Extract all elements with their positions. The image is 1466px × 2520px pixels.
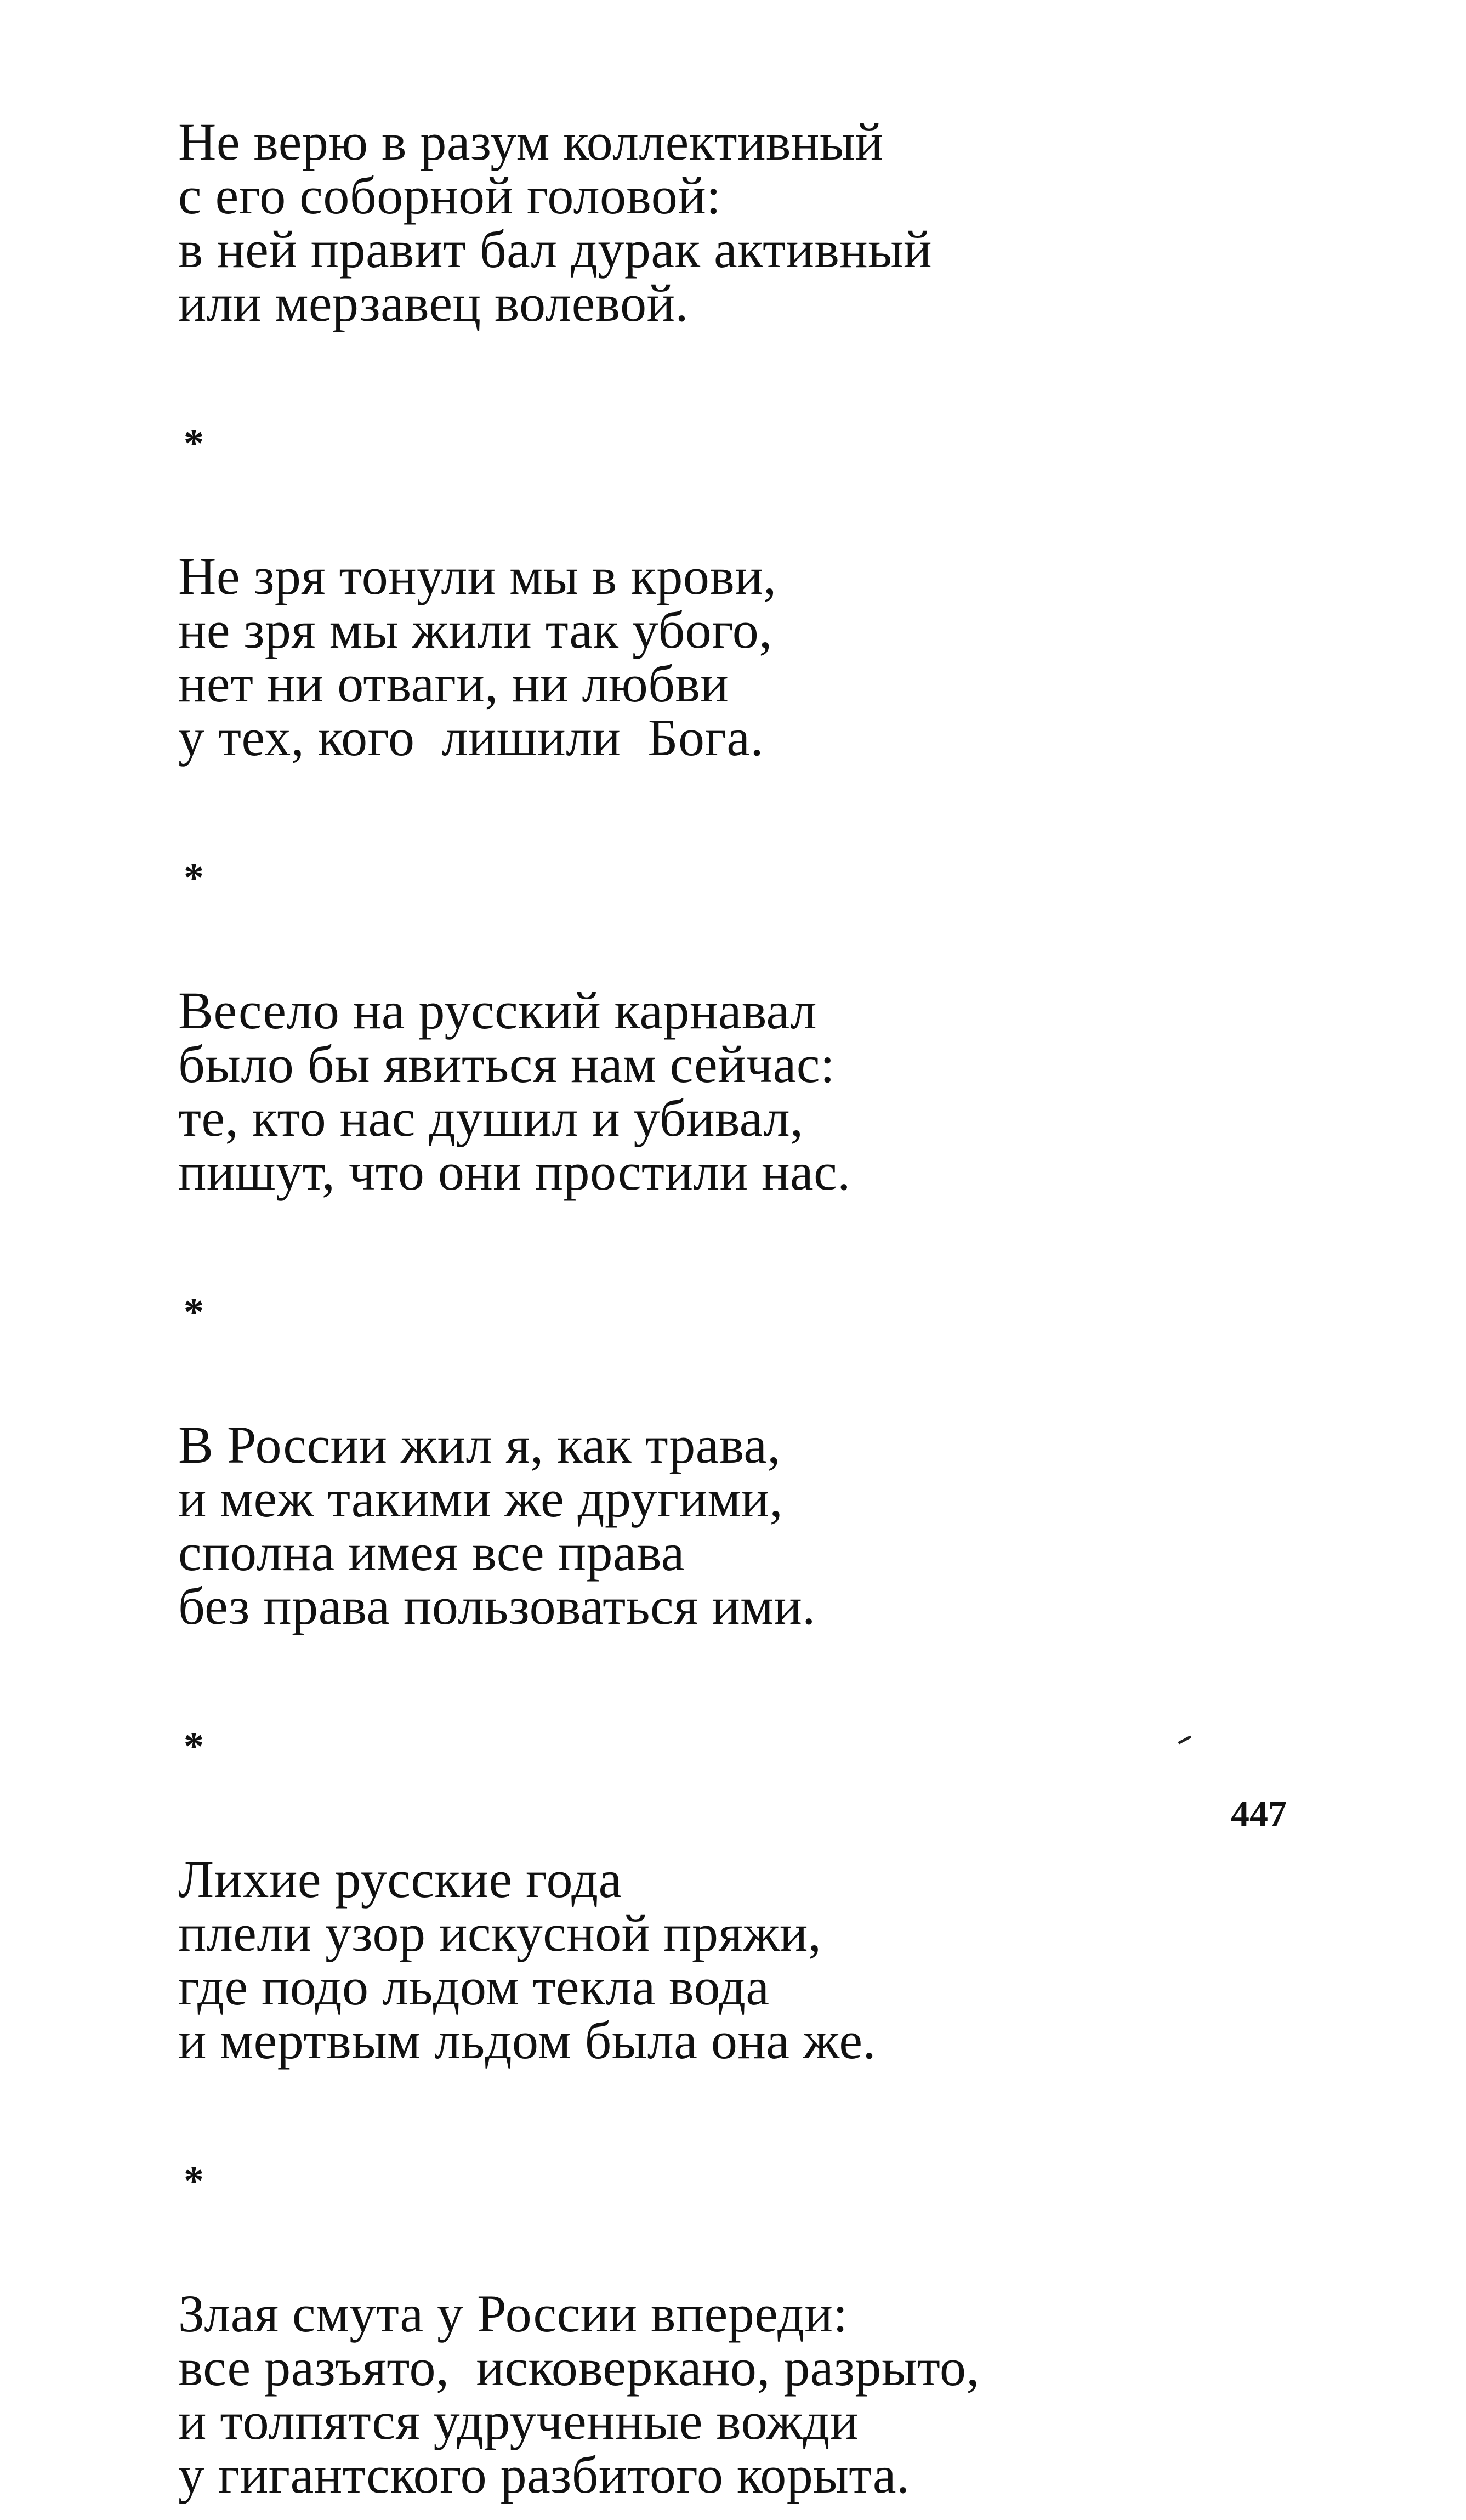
poem-separator [178,765,1329,984]
asterisk-separator: * [184,421,204,466]
poem-separator [178,1633,1329,1853]
poem-line: у гигантского разбитого корыта. [178,2445,910,2504]
poem-line: Не зря тонули мы в крови, [178,547,777,605]
poem-collection [178,112,1329,2504]
poem-6 [178,2284,1329,2504]
poem-line: Лихие русские года [178,1850,622,1909]
poem-line: В России жил я, как трава, [178,1415,781,1474]
poem-separator [178,1199,1329,1418]
poem-4 [178,1415,1329,1635]
poem-line: и толпятся удрученные вожди [178,2392,859,2450]
poem-line: не зря мы жили так убого, [178,601,772,659]
poem-3 [178,981,1329,1201]
poem-line: в ней правит бал дурак активный [178,220,933,279]
asterisk-separator: * [184,856,204,901]
poem-2 [178,547,1329,767]
poem-separator [178,330,1329,550]
asterisk-separator: * [184,1290,204,1335]
poem-1 [178,112,1329,332]
poem-line: те, кто нас душил и убивал, [178,1089,804,1147]
page-number: 447 [1231,1793,1287,1834]
poem-line: без права пользоваться ими. [178,1577,816,1635]
asterisk-separator: * [184,1724,204,1769]
poem-line: и меж такими же другими, [178,1469,783,1528]
poem-line: пишут, что они простили нас. [178,1142,851,1201]
poem-line: плели узор искусной пряжи, [178,1904,822,1962]
poem-line: было бы явиться нам сейчас: [178,1035,836,1094]
poem-line: Злая смута у России впереди: [178,2284,848,2343]
asterisk-separator: * [184,2159,204,2204]
poem-line: где подо льдом текла вода [178,1957,770,2016]
poem-5 [178,1850,1329,2070]
poem-line: нет ни отваги, ни любви [178,654,729,713]
poem-line: или мерзавец волевой. [178,274,689,332]
poem-line: Не верю в разум коллективный [178,112,884,171]
poem-line: с его соборной головой: [178,166,721,225]
poem-line: все разъято, исковеркано, разрыто, [178,2338,980,2397]
poem-line: у тех, кого лишили Бога. [178,708,764,767]
poem-line: и мертвым льдом была она же. [178,2011,876,2070]
poem-separator [178,2068,1329,2287]
poem-line: сполна имея все права [178,1523,685,1582]
poem-line: Весело на русский карнавал [178,981,817,1040]
